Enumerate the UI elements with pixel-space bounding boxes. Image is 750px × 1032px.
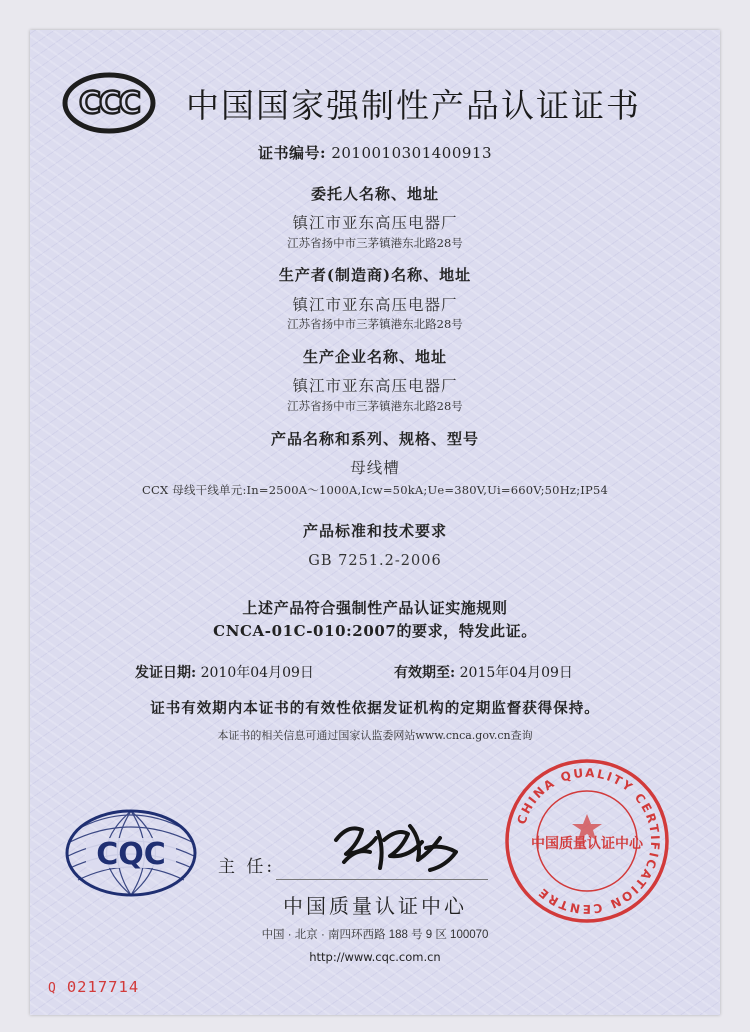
applicant-name: 镇江市亚东高压电器厂 [292,214,458,232]
product-spec: CCX 母线干线单元:In=2500A～1000A,Icw=50kA;Ue=380V,Ui=660V;50Hz;IP54 [142,483,608,497]
expiry-date [394,662,573,682]
issue-date-label: 发证日期: [135,665,197,681]
certificate-number-value: 2010010301400913 [331,144,493,162]
compliance-statement-line2: CNCA-01C-010:2007的要求，特发此证。 [213,622,537,640]
manufacturer-name: 镇江市亚东高压电器厂 [292,296,458,314]
manufacturer-heading: 生产者(制造商)名称、地址 [278,266,472,284]
certificate-title: 中国国家强制性产品认证证书 [186,86,641,125]
seal-outer-text: CHINA QUALITY CERTIFICATION CENTRE [514,765,663,917]
cqc-logo [64,808,198,898]
director-signature [318,812,468,882]
factory-name: 镇江市亚东高压电器厂 [292,377,458,395]
expiry-date-value: 2015年04月09日 [459,665,573,681]
serial-prefix: Q [48,981,57,996]
standard-heading: 产品标准和技术要求 [302,522,447,540]
ccc-logo-text: CCC [78,86,140,121]
applicant-heading: 委托人名称、地址 [310,185,439,203]
website-note: 本证书的相关信息可通过国家认监委网站www.cnca.gov.cn查询 [217,729,533,742]
expiry-date-label: 有效期至: [394,665,456,681]
issue-date-value: 2010年04月09日 [200,665,314,681]
issuer-website: http://www.cqc.com.cn [309,950,441,964]
serial-value: 0217714 [66,978,140,996]
compliance-statement-line1: 上述产品符合强制性产品认证实施规则 [242,599,508,617]
issuer-name: 中国质量认证中心 [283,894,467,918]
certificate-number-label: 证书编号: [257,144,327,162]
standard-value: GB 7251.2-2006 [308,553,442,569]
signature-line [276,879,488,880]
factory-heading: 生产企业名称、地址 [302,348,447,366]
product-heading: 产品名称和系列、规格、型号 [270,430,479,448]
factory-address: 江苏省扬中市三茅镇港东北路28号 [287,399,463,413]
serial-number [48,978,139,996]
validity-note: 证书有效期内本证书的有效性依据发证机构的定期监督获得保持。 [150,700,600,717]
issue-date [135,662,314,682]
director-label: 主 任: [218,857,276,877]
applicant-address: 江苏省扬中市三茅镇港东北路28号 [287,236,463,250]
ccc-logo [62,72,156,134]
seal-inner-text: 中国质量认证中心 [531,836,643,852]
issuer-address: 中国 · 北京 · 南四环西路 188 号 9 区 100070 [261,929,489,941]
manufacturer-address: 江苏省扬中市三茅镇港东北路28号 [287,317,463,331]
cqc-logo-text: CQC [96,837,166,872]
product-name: 母线槽 [350,459,400,477]
certificate-number [0,142,750,163]
